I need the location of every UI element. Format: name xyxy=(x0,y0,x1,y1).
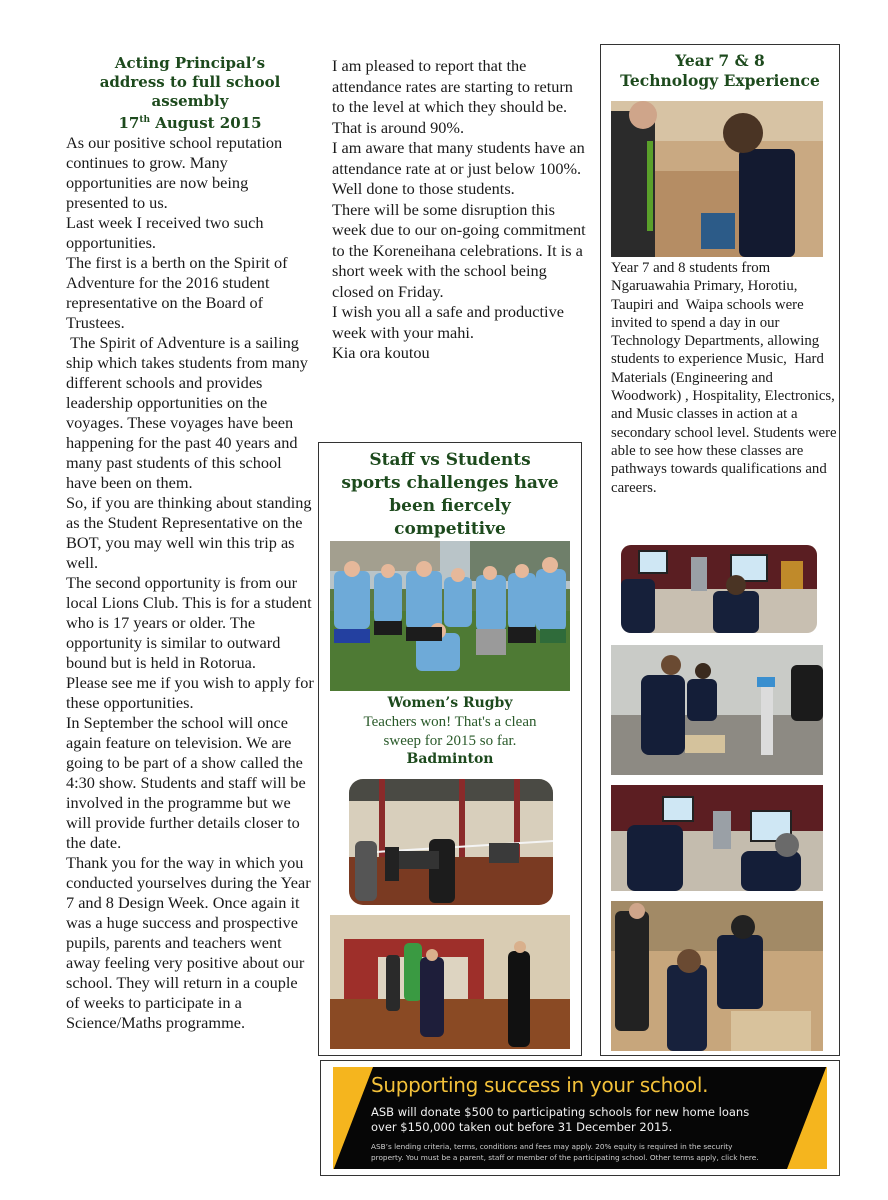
principal-address-continued xyxy=(332,56,588,364)
yellow-stripe-decoration xyxy=(787,1067,827,1169)
paragraph: I am aware that many students have an attendance rate at or just below 100%. Well done to those students. xyxy=(332,138,585,198)
technology-heading: Year 7 & 8 Technology Experience xyxy=(620,51,820,90)
sports-heading: Staff vs Students sports challenges have been fiercely competitive xyxy=(341,450,559,539)
heading-line: address to full school xyxy=(99,73,281,91)
paragraph: Please see me if you wish to apply for these opportunities. xyxy=(66,673,314,712)
principal-address-heading xyxy=(66,54,314,133)
address-date: 17th August 2015 xyxy=(118,114,262,132)
advert-fine-print: ASB’s lending criteria, terms, conditions and fees may apply. 20% equity is required in the security xyxy=(371,1142,733,1151)
paragraph: So, if you are thinking about standing as the Student Representative on the BOT, you may well win this trip as well. xyxy=(66,493,312,572)
badminton-hall-photo xyxy=(349,779,553,905)
sign-off: Kia ora koutou xyxy=(332,343,430,362)
woodwork-vice-photo xyxy=(611,101,823,257)
sports-challenges-box xyxy=(318,442,582,1056)
heading-line: assembly xyxy=(151,92,229,110)
paragraph: Last week I received two such opportunities. xyxy=(66,213,264,252)
paragraph: There will be some disruption this week due to our on-going commitment to the Koreneihana celebrations. It is a short week with the school being closed on Friday. xyxy=(332,199,586,301)
paragraph: In September the school will once again feature on television. We are going to be part of a show called the 4:30 show. Students and staff will be involved in the programme but we will provide further details closer to the date. xyxy=(66,713,306,852)
paragraph: The first is a berth on the Spirit of Adventure for the 2016 student representative on the Board of Trustees. xyxy=(66,253,288,332)
paragraph: The second opportunity is from our local Lions Club. This is for a student who is 17 years or older. The opportunity is similar to outward bound but is held in Rotorua. xyxy=(66,573,312,672)
hospitality-kitchen-photo xyxy=(611,645,823,775)
asb-advert-banner[interactable] xyxy=(333,1067,827,1169)
technology-experience-box xyxy=(600,44,843,1056)
advert-title: Supporting success in your school. xyxy=(371,1073,709,1097)
advert-fine-print-link[interactable]: property. You must be a parent, staff or member of the participating school. Other terms apply, click here. xyxy=(371,1153,759,1162)
paragraph: I am pleased to report that the attendance rates are starting to return to the level at which they should be. That is around 90%. xyxy=(332,56,573,137)
womens-rugby-caption: Teachers won! That's a clean sweep for 2015 so far. xyxy=(363,714,537,749)
advert-offer-line: over $150,000 taken out before 31 December 2015. xyxy=(371,1120,673,1134)
principal-address-body xyxy=(66,133,314,1033)
paragraph: Thank you for the way in which you conducted yourselves during the Year 7 and 8 Design Week. Once again it was a huge success and prospective pupils, parents and teachers went away feeling very positive about our school. They will return in a couple of weeks to participate in a Science/Maths programme. xyxy=(66,853,311,1032)
badminton-players-photo xyxy=(330,915,570,1049)
principal-address-column xyxy=(66,54,314,1033)
computer-lab-photo xyxy=(621,545,817,633)
yellow-stripe-decoration xyxy=(333,1067,373,1169)
paragraph: The Spirit of Adventure is a sailing ship which takes students from many different schools and provides leadership opportunities on the voyages. These voyages have been happening for the past 40 years and many past students of this school have been on them. xyxy=(66,333,312,492)
heading-line: Acting Principal’s xyxy=(114,54,266,72)
woodwork-class-photo xyxy=(611,901,823,1051)
womens-rugby-heading: Women’s Rugby xyxy=(387,695,513,711)
advert-offer-line: ASB will donate $500 to participating schools for new home loans xyxy=(371,1105,750,1119)
technology-description: Year 7 and 8 students from Ngaruawahia Primary, Horotiu, Taupiri and Waipa schools were invited to spend a day in our Technology Departments, allowing students to experience Music, Hard Materials (Engineering and Woodwork) , Hospitality, Electronics, and Music classes in action at a secondary school level. Students were able to see how these classes are pathways towards qualifications and careers. xyxy=(611,260,843,496)
paragraph: I wish you all a safe and productive week with your mahi. xyxy=(332,302,564,342)
badminton-heading: Badminton xyxy=(406,751,494,767)
asb-advert[interactable] xyxy=(320,1060,840,1176)
electronics-lab-photo xyxy=(611,785,823,891)
womens-rugby-photo xyxy=(330,541,570,691)
paragraph: As our positive school reputation continues to grow. Many opportunities are now being presented to us. xyxy=(66,133,283,212)
